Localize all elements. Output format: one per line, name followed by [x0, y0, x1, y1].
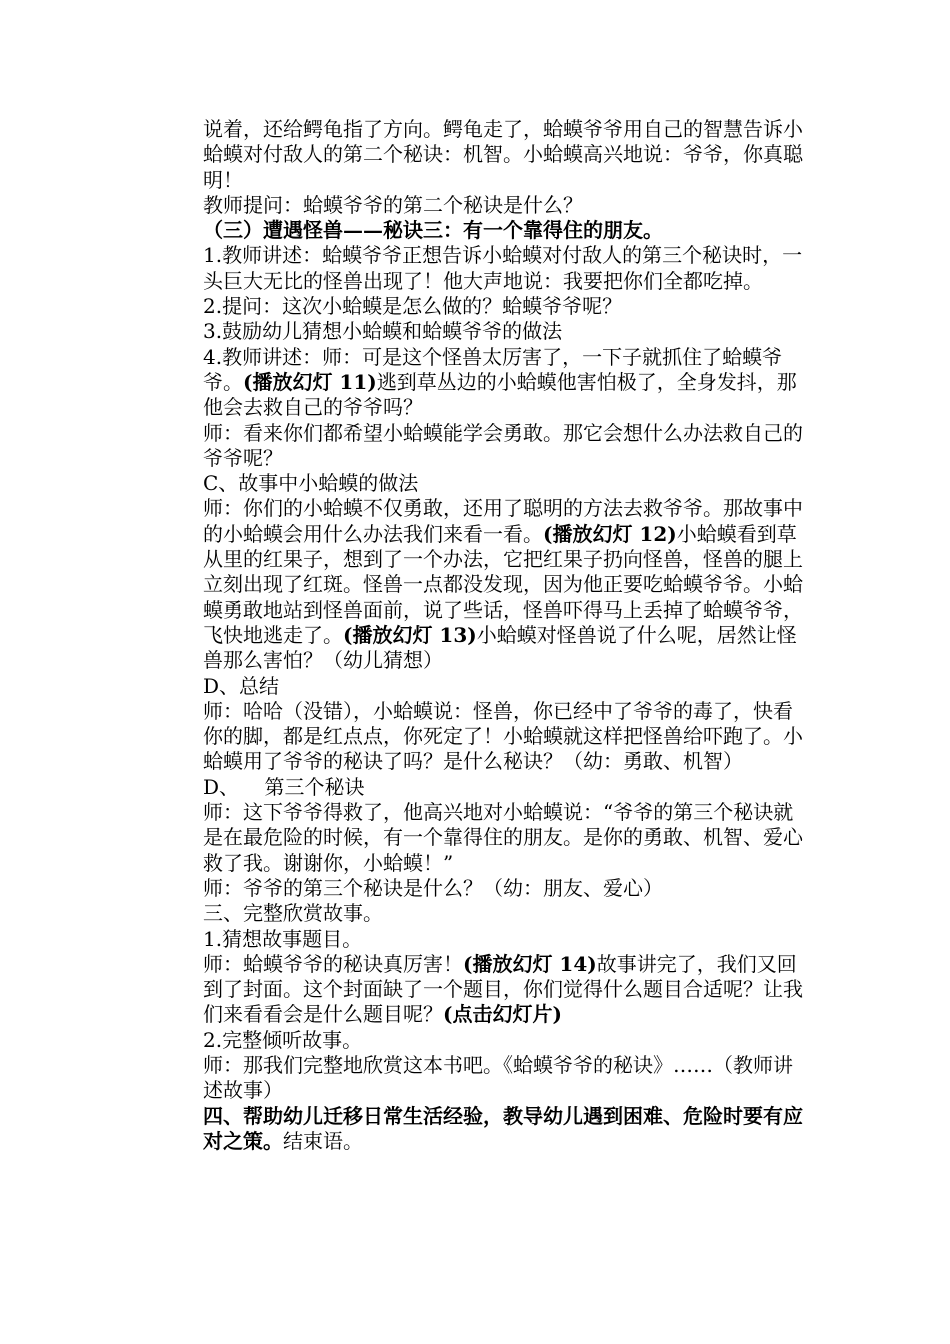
paragraph [203, 319, 809, 344]
paragraph [203, 243, 809, 294]
text-run: C、故事中小蛤蟆的做法 [203, 471, 419, 496]
bold-text-run: 四、帮助幼儿迁移日常生活经验，教导幼儿遇到困难、危险时要有应对之策。 [203, 1103, 803, 1153]
paragraph [203, 876, 809, 901]
bold-text-run: (播放幻灯 11) [243, 369, 377, 394]
paragraph [203, 471, 809, 496]
paragraph [203, 294, 809, 319]
bold-text-run: (点击幻灯片) [443, 1002, 562, 1027]
text-run: 2.完整倾听故事。 [203, 1027, 363, 1052]
text-run: 3.鼓励幼儿猜想小蛤蟆和蛤蟆爷爷的做法 [203, 319, 563, 344]
text-run: 结束语。 [283, 1128, 363, 1153]
text-run: 师：这下爷爷得救了，他高兴地对小蛤蟆说：“爷爷的第三个秘诀就是在最危险的时候，有一个靠得住的朋友。是你的勇敢、机智、爱心救了我。谢谢你，小蛤蟆！” [203, 800, 803, 875]
text-run: 师：看来你们都希望小蛤蟆能学会勇敢。那它会想什么办法救自己的爷爷呢？ [203, 420, 803, 470]
bold-text-run: (播放幻灯 12) [543, 521, 677, 546]
text-run: D、总结 [203, 673, 280, 698]
text-run: 师：爷爷的第三个秘诀是什么？（幼：朋友、爱心） [203, 875, 663, 900]
text-run: 故事讲完了，我们又回到了封面。这个封面缺了一个题目，你们觉得什么题目合适呢？让我们来看看会是什么题目呢？ [203, 951, 803, 1027]
paragraph [203, 800, 809, 876]
paragraph [203, 496, 809, 673]
text-run: 说着，还给鳄龟指了方向。鳄龟走了，蛤蟆爷爷用自己的智慧告诉小蛤蟆对付敌人的第二个秘诀：机智。小蛤蟆高兴地说：爷爷，你真聪明！ [203, 117, 803, 192]
text-run: 教师提问：蛤蟆爷爷的第二个秘诀是什么？ [203, 192, 583, 217]
paragraph [203, 1053, 809, 1104]
paragraph [203, 218, 809, 243]
paragraph [203, 901, 809, 926]
text-run: D、 第三个秘诀 [203, 774, 365, 799]
text-run: 师：蛤蟆爷爷的秘诀真厉害！ [203, 951, 463, 976]
bold-text-run: （三）遭遇怪兽——秘诀三：有一个靠得住的朋友。 [203, 218, 663, 243]
text-run: 三、完整欣赏故事。 [203, 901, 383, 926]
paragraph [203, 927, 809, 952]
text-run: 1.教师讲述：蛤蟆爷爷正想告诉小蛤蟆对付敌人的第三个秘诀时，一头巨大无比的怪兽出现了！他大声地说：我要把你们全都吃掉。 [203, 243, 803, 293]
paragraph [203, 674, 809, 699]
text-run: 师：那我们完整地欣赏这本书吧。《蛤蟆爷爷的秘诀》……（教师讲述故事） [203, 1052, 793, 1103]
text-run: 1.猜想故事题目。 [203, 926, 363, 951]
paragraph [203, 421, 809, 472]
paragraph [203, 952, 809, 1028]
paragraph [203, 1028, 809, 1053]
text-run: 2.提问：这次小蛤蟆是怎么做的？蛤蟆爷爷呢？ [203, 294, 623, 319]
paragraph [203, 699, 809, 775]
text-run: 师：你们的小蛤蟆不仅勇敢，还用了聪明的方法去救爷爷。那故事中的小蛤蟆会用什么办法我们来看一看。 [203, 496, 803, 546]
bold-text-run: (播放幻灯 13) [343, 622, 477, 647]
paragraph [203, 345, 809, 421]
bold-text-run: (播放幻灯 14) [463, 951, 597, 976]
text-run: 4.教师讲述：师：可是这个怪兽太厉害了，一下子就抓住了蛤蟆爷爷。 [203, 344, 783, 394]
paragraph [203, 775, 809, 800]
text-run: 小蛤蟆看到草从里的红果子，想到了一个办法，它把红果子扔向怪兽，怪兽的腿上立刻出现了红斑。怪兽一点都没发现，因为他正要吃蛤蟆爷爷。小蛤蟆勇敢地站到怪兽面前，说了些话，怪兽吓得马上丢掉了蛤蟆爷爷，飞快地逃走了。 [203, 521, 803, 647]
document-page [203, 117, 809, 1154]
paragraph [203, 1104, 809, 1155]
text-run: 小蛤蟆对怪兽说了什么呢，居然让怪兽那么害怕？（幼儿猜想） [203, 622, 797, 673]
text-run: 逃到草丛边的小蛤蟆他害怕极了，全身发抖，那他会去救自己的爷爷吗？ [203, 369, 797, 420]
paragraph [203, 117, 809, 193]
text-run: 师：哈哈（没错），小蛤蟆说：怪兽，你已经中了爷爷的毒了，快看你的脚，都是红点点，你死定了！小蛤蟆就这样把怪兽给吓跑了。小蛤蟆用了爷爷的秘诀了吗？是什么秘诀？（幼：勇敢、机智） [203, 698, 803, 774]
paragraph [203, 193, 809, 218]
